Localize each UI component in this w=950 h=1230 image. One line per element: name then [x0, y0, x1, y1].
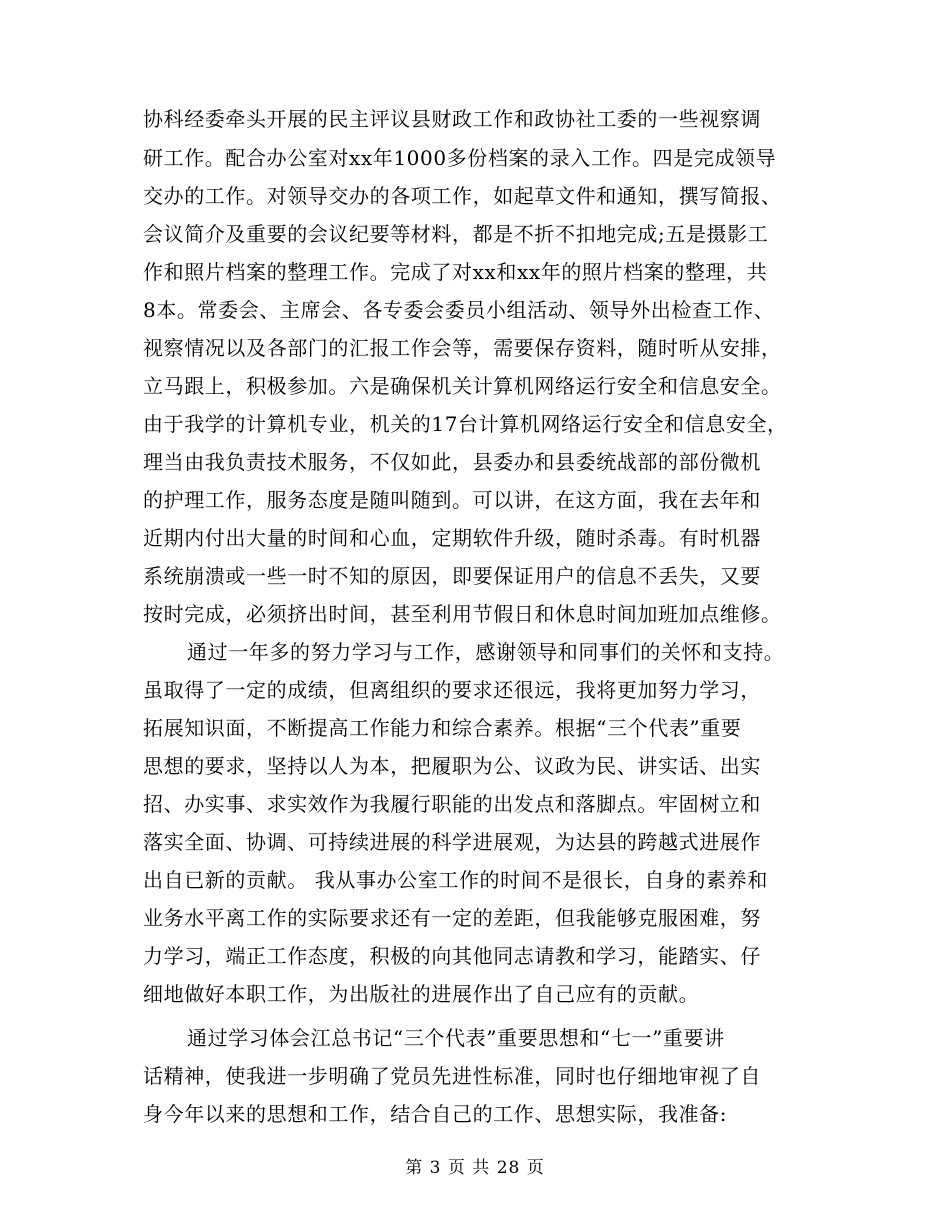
- text-line: 业务水平离工作的实际要求还有一定的差距，但我能够克服困难，努: [143, 906, 761, 930]
- text-line: 系统崩溃或一些一时不知的原因，即要保证用户的信息不丢失，又要: [143, 564, 761, 588]
- text-line: 身今年以来的思想和工作，结合自己的工作、思想实际，我准备:: [143, 1102, 728, 1126]
- paragraph-start-line: 通过一年多的努力学习与工作，感谢领导和同事们的关怀和支持。: [187, 640, 785, 664]
- text-line: 招、办实事、求实效作为我履行职能的出发点和落脚点。牢固树立和: [143, 792, 761, 816]
- text-line: 视察情况以及各部门的汇报工作会等，需要保存资料，随时听从安排，: [143, 336, 782, 360]
- text-line: 交办的工作。对领导交办的各项工作，如起草文件和通知，撰写简报、: [143, 184, 782, 208]
- text-line: 话精神，使我进一步明确了党员先进性标准，同时也仔细地审视了自: [143, 1064, 761, 1088]
- text-line: 虽取得了一定的成绩，但离组织的要求还很远，我将更加努力学习，: [143, 678, 761, 702]
- page-number-footer: 第 3 页 共 28 页: [405, 1158, 545, 1178]
- text-line: 力学习，端正工作态度，积极的向其他同志请教和学习，能踏实、仔: [143, 944, 761, 968]
- text-line: 协科经委牵头开展的民主评议县财政工作和政协社工委的一些视察调: [143, 107, 761, 131]
- text-line: 近期内付出大量的时间和心血，定期软件升级，随时杀毒。有时机器: [143, 526, 761, 550]
- text-line: 细地做好本职工作，为出版社的进展作出了自己应有的贡献。: [143, 982, 700, 1006]
- text-line: 理当由我负责技术服务，不仅如此，县委办和县委统战部的部份微机: [143, 450, 761, 474]
- text-line: 由于我学的计算机专业，机关的17台计算机网络运行安全和信息安全，: [143, 412, 788, 436]
- text-line: 作和照片档案的整理工作。完成了对xx和xx年的照片档案的整理，共: [143, 260, 768, 284]
- text-line: 拓展知识面，不断提高工作能力和综合素养。根据“三个代表”重要: [143, 716, 742, 740]
- paragraph-start-line: 通过学习体会江总书记“三个代表”重要思想和“七一”重要讲: [187, 1026, 725, 1050]
- text-line: 会议简介及重要的会议纪要等材料，都是不折不扣地完成;五是摄影工: [143, 222, 769, 246]
- text-line: 按时完成，必须挤出时间，甚至利用节假日和休息时间加班加点维修。: [143, 602, 782, 626]
- text-line: 立马跟上，积极参加。六是确保机关计算机网络运行安全和信息安全。: [143, 374, 782, 398]
- text-line: 研工作。配合办公室对xx年1000多份档案的录入工作。四是完成领导: [143, 146, 777, 170]
- text-line: 落实全面、协调、可持续进展的科学进展观，为达县的跨越式进展作: [143, 830, 761, 854]
- text-line: 8本。常委会、主席会、各专委会委员小组活动、领导外出检查工作、: [143, 298, 775, 322]
- text-line: 思想的要求，坚持以人为本，把履职为公、议政为民、讲实话、出实: [143, 754, 761, 778]
- text-line: 出自已新的贡献。 我从事办公室工作的时间不是很长，自身的素养和: [143, 868, 768, 892]
- text-line: 的护理工作，服务态度是随叫随到。可以讲，在这方面，我在去年和: [143, 488, 761, 512]
